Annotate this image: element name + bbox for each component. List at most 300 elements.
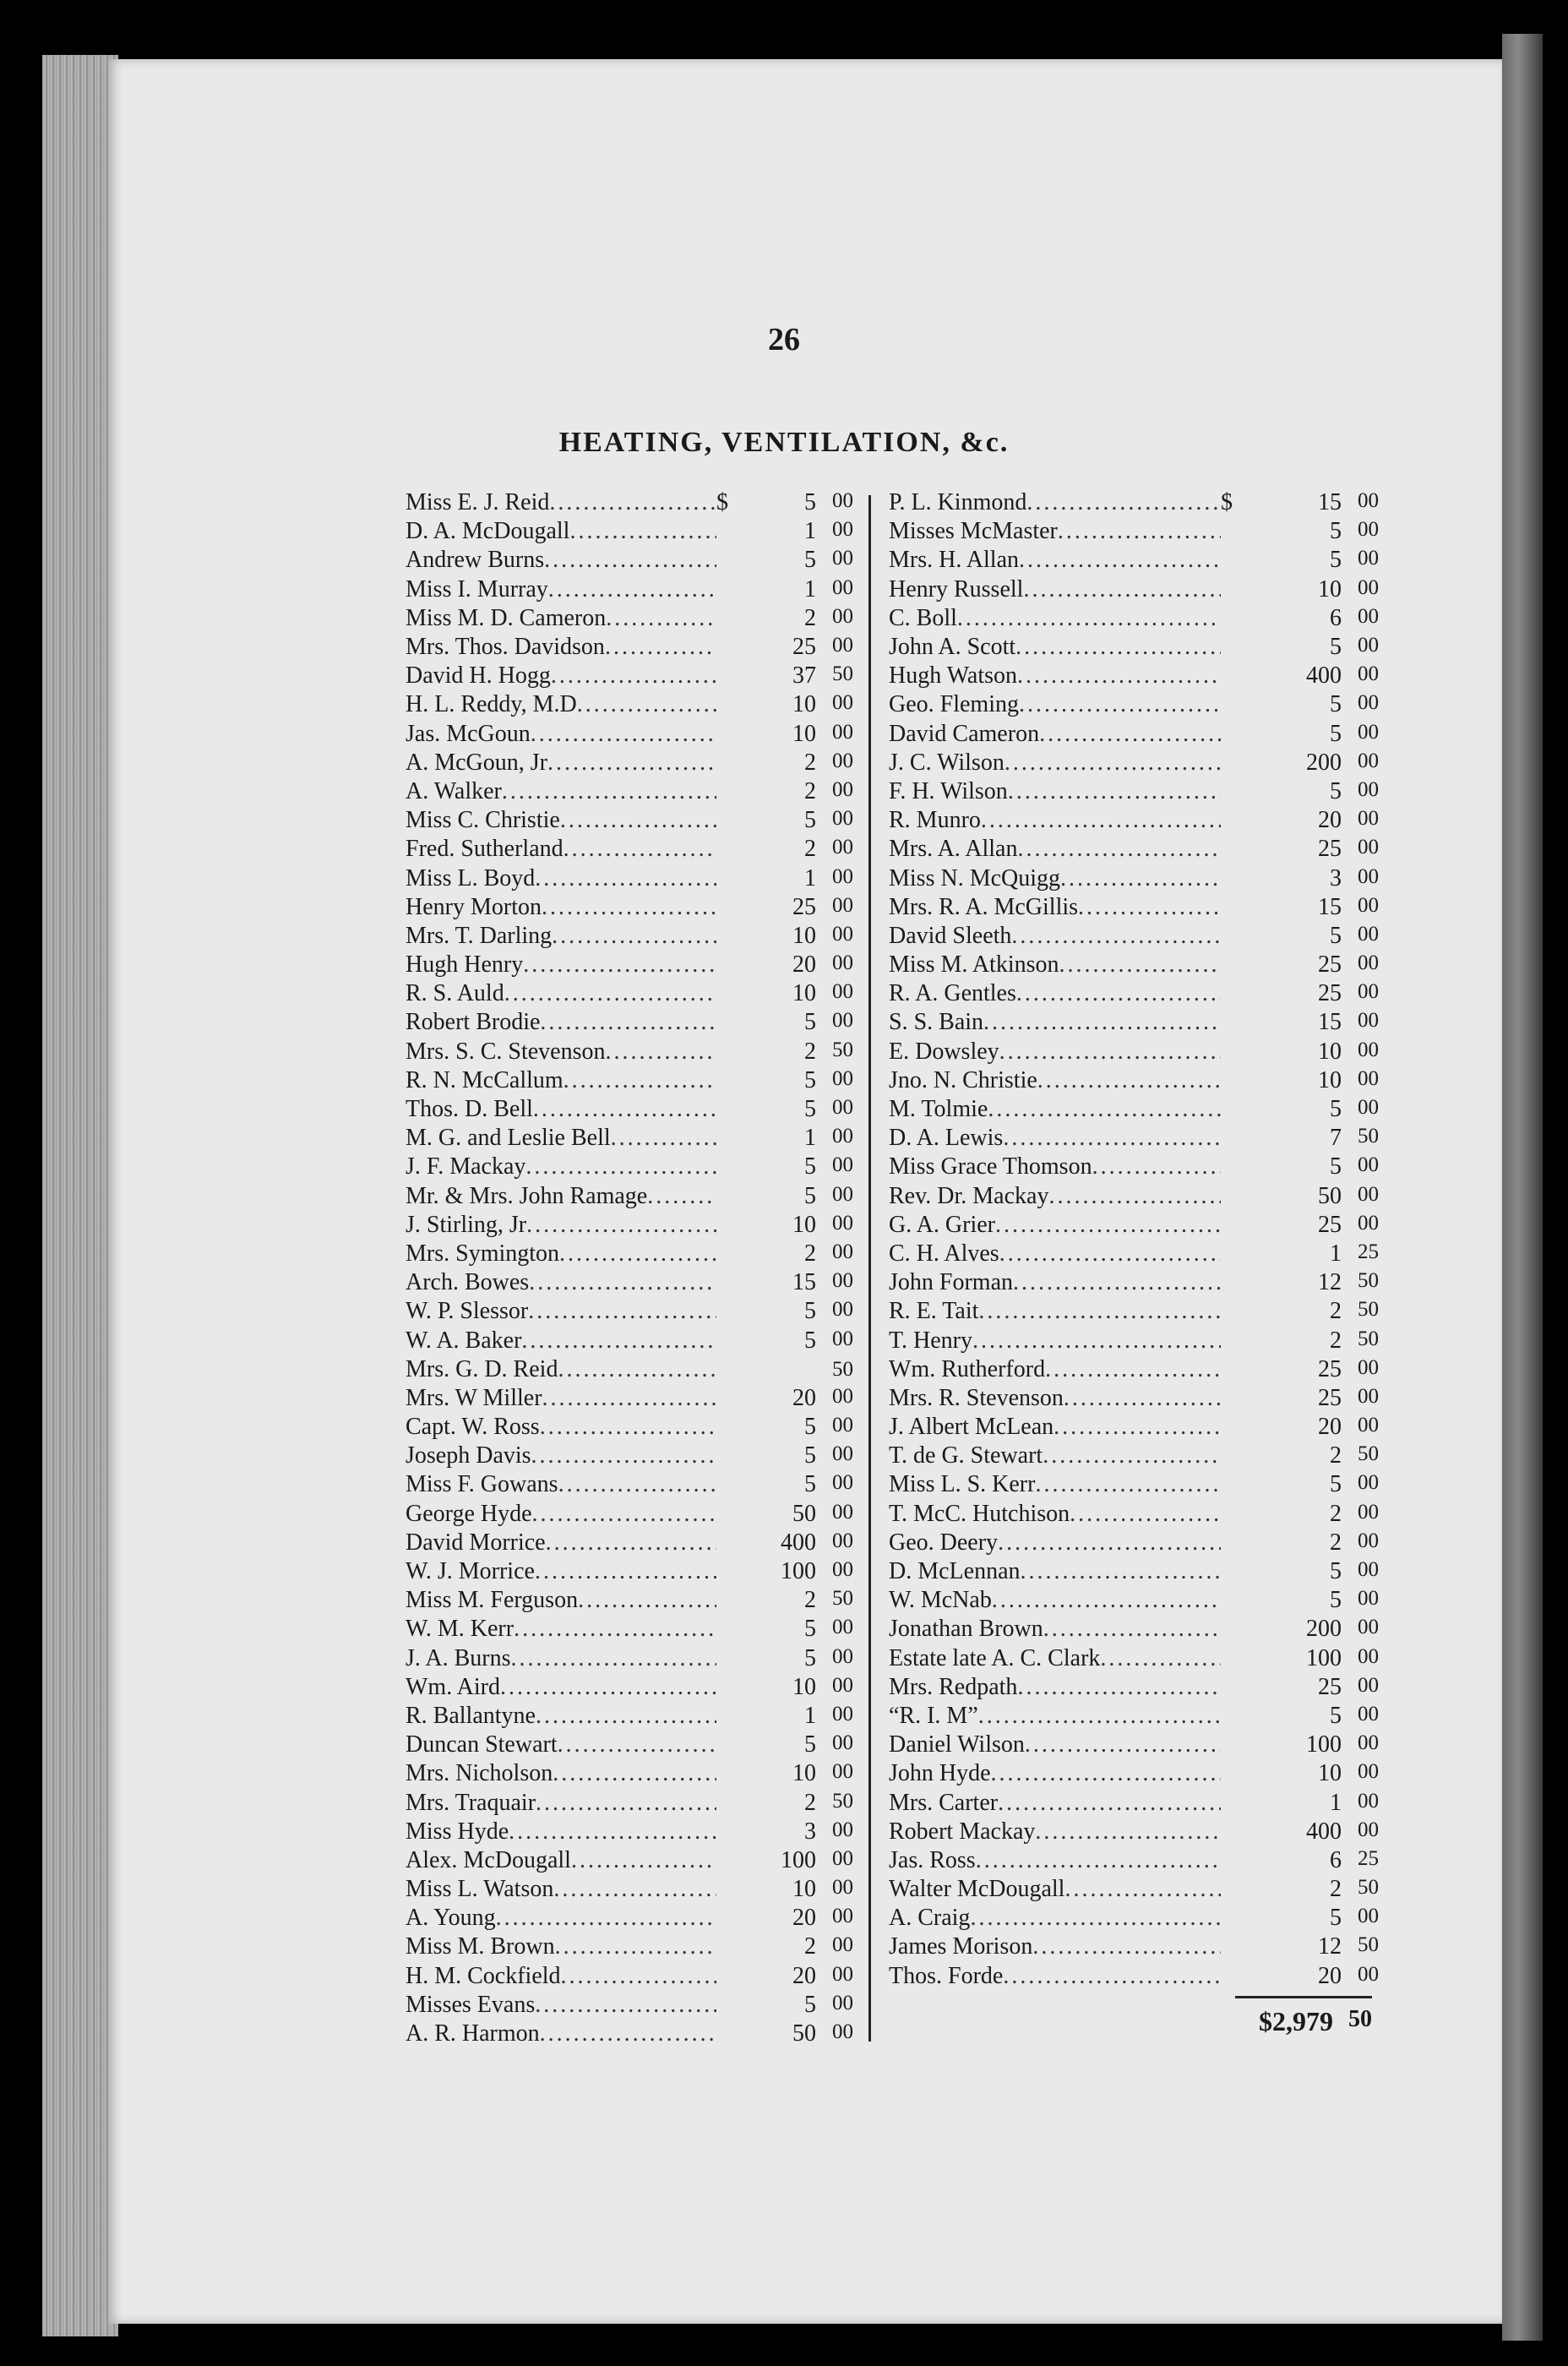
amount-dollars: 2 bbox=[1330, 1500, 1342, 1527]
subscriber-name: Miss Grace Thomson bbox=[889, 1153, 1092, 1180]
amount-cents: 00 bbox=[1358, 1414, 1379, 1437]
amount-dollars: 5 bbox=[1330, 1471, 1342, 1498]
amount-dollars: 5 bbox=[1330, 518, 1342, 545]
dot-leader bbox=[999, 1039, 1221, 1066]
subscriber-name: Walter McDougall bbox=[889, 1876, 1065, 1903]
amount-dollars: 50 bbox=[792, 2020, 816, 2047]
subscriber-name: Robert Mackay bbox=[889, 1818, 1036, 1845]
list-item bbox=[406, 1991, 853, 2020]
amount-cents: 00 bbox=[832, 1096, 853, 1120]
amount-dollars: 5 bbox=[804, 1096, 816, 1123]
subscriber-name: W. McNab bbox=[889, 1587, 992, 1614]
list-item bbox=[406, 777, 853, 806]
dot-leader bbox=[1021, 1558, 1221, 1585]
dot-leader bbox=[540, 1414, 716, 1441]
amount-dollars: 2 bbox=[804, 836, 816, 863]
amount-cents: 00 bbox=[832, 1962, 853, 1986]
subscriber-name: Mr. & Mrs. John Ramage bbox=[406, 1182, 648, 1209]
entry-name-cell bbox=[889, 1818, 1221, 1845]
amount bbox=[735, 1096, 853, 1123]
amount-cents: 00 bbox=[832, 1066, 853, 1090]
list-item bbox=[406, 1846, 853, 1875]
subscriber-name: Andrew Burns bbox=[406, 547, 545, 574]
list-item bbox=[406, 1038, 853, 1066]
dot-leader bbox=[510, 1645, 716, 1672]
amount-dollars: 10 bbox=[1318, 575, 1342, 602]
amount bbox=[1239, 980, 1379, 1007]
subscriber-name: A. R. Harmon bbox=[406, 2020, 540, 2047]
amount-dollars: 400 bbox=[1306, 662, 1342, 690]
dot-leader bbox=[504, 980, 716, 1007]
amount bbox=[735, 1269, 853, 1296]
amount-cents: 00 bbox=[832, 1933, 853, 1957]
subscriber-name: Miss C. Christie bbox=[406, 807, 560, 834]
amount-cents: 00 bbox=[1358, 489, 1379, 513]
amount-dollars: 5 bbox=[804, 1471, 816, 1498]
entry-name-cell bbox=[406, 923, 716, 950]
dot-leader bbox=[1035, 1818, 1221, 1845]
subscriber-name: David Morrice bbox=[406, 1529, 546, 1556]
subscriber-name: A. McGoun, Jr bbox=[406, 749, 547, 776]
amount bbox=[1239, 1269, 1379, 1296]
left-subscriber-list bbox=[406, 488, 853, 2048]
entry-name-cell bbox=[889, 1587, 1221, 1614]
entry-name-cell bbox=[406, 1067, 716, 1094]
amount-cents: 00 bbox=[1358, 1731, 1379, 1755]
subscriber-name: Henry Russell bbox=[889, 575, 1024, 602]
dot-leader bbox=[578, 1587, 716, 1614]
entry-name-cell bbox=[889, 923, 1221, 950]
dot-leader bbox=[1023, 576, 1221, 603]
amount bbox=[735, 1442, 853, 1469]
subscriber-name: Mrs. Symington bbox=[406, 1240, 560, 1267]
list-item bbox=[406, 1124, 853, 1153]
amount bbox=[735, 1645, 853, 1672]
list-item bbox=[406, 1297, 853, 1326]
amount-dollars: 20 bbox=[792, 951, 816, 979]
dot-leader bbox=[542, 1385, 716, 1412]
amount bbox=[735, 1240, 853, 1268]
dot-leader bbox=[514, 1616, 716, 1643]
amount-cents: 00 bbox=[832, 1269, 853, 1293]
amount-cents: 00 bbox=[832, 922, 853, 946]
entry-name-cell bbox=[889, 980, 1221, 1007]
subscriber-name: Miss L. Boyd bbox=[406, 864, 536, 891]
amount-cents: 00 bbox=[1358, 662, 1379, 686]
dot-leader bbox=[1060, 865, 1221, 892]
list-item bbox=[889, 1586, 1379, 1615]
amount bbox=[1239, 1298, 1379, 1325]
column-divider bbox=[868, 495, 871, 2042]
amount-dollars: 5 bbox=[1330, 1587, 1342, 1614]
entry-name-cell bbox=[406, 1933, 716, 1960]
amount bbox=[735, 721, 853, 748]
amount-cents: 00 bbox=[832, 1731, 853, 1755]
dot-leader bbox=[605, 634, 716, 661]
subscriber-name: Miss F. Gowans bbox=[406, 1471, 558, 1498]
amount-dollars: 1 bbox=[1330, 1789, 1342, 1816]
subscriber-name: George Hyde bbox=[406, 1500, 532, 1527]
amount-dollars: 6 bbox=[1330, 604, 1342, 631]
amount-dollars: 2 bbox=[804, 1587, 816, 1614]
list-item bbox=[406, 1153, 853, 1181]
dot-leader bbox=[553, 1876, 716, 1903]
amount-dollars: 1 bbox=[804, 518, 816, 545]
amount-dollars: 200 bbox=[1306, 749, 1342, 776]
amount bbox=[1239, 1731, 1379, 1758]
subscriber-name: Jas. Ross bbox=[889, 1846, 976, 1873]
dot-leader bbox=[1045, 1356, 1221, 1383]
dot-leader bbox=[542, 894, 716, 921]
subscriber-name: R. N. McCallum bbox=[406, 1066, 564, 1093]
amount-cents: 00 bbox=[832, 604, 853, 628]
list-item bbox=[406, 1904, 853, 1933]
subscriber-name: H. M. Cockfield bbox=[406, 1962, 561, 1989]
subscriber-name: Miss L. S. Kerr bbox=[889, 1471, 1036, 1498]
entry-name-cell bbox=[889, 894, 1221, 921]
amount bbox=[1239, 778, 1379, 805]
entry-name-cell bbox=[406, 634, 716, 661]
entry-name-cell bbox=[889, 1039, 1221, 1066]
amount-cents: 00 bbox=[1358, 1066, 1379, 1090]
dot-leader bbox=[1037, 1067, 1221, 1094]
amount bbox=[735, 1905, 853, 1932]
subscriber-name: Mrs. Nicholson bbox=[406, 1760, 553, 1787]
amount bbox=[735, 518, 853, 545]
amount-dollars: 2 bbox=[804, 777, 816, 804]
amount-cents: 50 bbox=[1358, 1125, 1379, 1148]
amount bbox=[1239, 547, 1379, 574]
entry-name-cell bbox=[406, 1240, 716, 1268]
amount bbox=[1239, 1356, 1379, 1383]
list-item bbox=[889, 1962, 1379, 1991]
amount-cents: 00 bbox=[832, 749, 853, 772]
amount-cents: 00 bbox=[832, 720, 853, 744]
amount bbox=[1239, 865, 1379, 892]
amount-cents: 00 bbox=[832, 1876, 853, 1900]
subscriber-name: Mrs. Carter bbox=[889, 1789, 999, 1816]
amount-dollars: 2 bbox=[804, 1038, 816, 1065]
amount-cents: 00 bbox=[832, 634, 853, 657]
list-item bbox=[889, 1413, 1379, 1442]
amount-cents: 00 bbox=[832, 1240, 853, 1263]
list-item bbox=[889, 1008, 1379, 1037]
amount-dollars: 5 bbox=[804, 1066, 816, 1093]
list-item bbox=[406, 1355, 853, 1384]
entry-name-cell bbox=[889, 1847, 1221, 1874]
amount-dollars: 2 bbox=[804, 1789, 816, 1816]
amount bbox=[735, 1992, 853, 2019]
amount-dollars: 2 bbox=[804, 1240, 816, 1267]
dot-leader bbox=[1058, 518, 1221, 545]
dot-leader bbox=[647, 1183, 716, 1210]
amount-dollars: 5 bbox=[1330, 1153, 1342, 1180]
dot-leader bbox=[533, 1096, 716, 1123]
list-item bbox=[889, 1904, 1379, 1933]
dot-leader bbox=[1015, 634, 1221, 661]
subscriber-name: Miss M. D. Cameron bbox=[406, 604, 607, 631]
amount bbox=[735, 1039, 853, 1066]
subscriber-name: “R. I. M” bbox=[889, 1702, 978, 1729]
amount bbox=[1239, 1847, 1379, 1874]
list-item bbox=[406, 546, 853, 575]
dot-leader bbox=[547, 750, 716, 777]
list-item bbox=[406, 1413, 853, 1442]
amount-dollars: 2 bbox=[804, 749, 816, 776]
amount-dollars: 20 bbox=[1318, 807, 1342, 834]
list-item bbox=[406, 893, 853, 922]
entry-name-cell bbox=[889, 1442, 1221, 1469]
amount bbox=[735, 1009, 853, 1036]
list-item bbox=[889, 893, 1379, 922]
amount-cents: 00 bbox=[832, 1442, 853, 1466]
entry-name-cell bbox=[406, 1731, 716, 1758]
amount bbox=[735, 951, 853, 979]
entry-name-cell bbox=[406, 1471, 716, 1498]
list-item bbox=[406, 1384, 853, 1413]
dot-leader bbox=[983, 1009, 1221, 1036]
list-item bbox=[889, 835, 1379, 864]
list-item bbox=[889, 1095, 1379, 1124]
amount bbox=[1239, 836, 1379, 863]
amount bbox=[1239, 1529, 1379, 1556]
entry-name-cell bbox=[889, 1212, 1221, 1239]
amount-cents: 00 bbox=[832, 1818, 853, 1841]
list-item bbox=[406, 1933, 853, 1961]
subscriber-name: Mrs. A. Allan bbox=[889, 836, 1018, 863]
entry-name-cell bbox=[406, 721, 716, 748]
list-item bbox=[889, 546, 1379, 575]
amount-cents: 00 bbox=[1358, 1471, 1379, 1495]
amount bbox=[1239, 894, 1379, 921]
list-item bbox=[406, 1529, 853, 1557]
subscriber-name: C. H. Alves bbox=[889, 1240, 999, 1267]
subscriber-name: S. S. Bain bbox=[889, 1009, 984, 1036]
list-item bbox=[406, 1759, 853, 1788]
entry-name-cell bbox=[406, 1703, 716, 1730]
amount bbox=[735, 1183, 853, 1210]
entry-name-cell bbox=[406, 750, 716, 777]
amount bbox=[735, 1847, 853, 1874]
entry-name-cell bbox=[889, 1183, 1221, 1210]
amount-dollars: 5 bbox=[804, 1009, 816, 1036]
entry-name-cell bbox=[406, 547, 716, 574]
subscriber-name: J. C. Wilson bbox=[889, 749, 1004, 776]
dot-leader bbox=[560, 807, 716, 834]
amount bbox=[1239, 1240, 1379, 1268]
dot-leader bbox=[972, 1327, 1221, 1355]
entry-name-cell bbox=[889, 576, 1221, 603]
page-edges bbox=[42, 55, 118, 2336]
list-item bbox=[889, 1731, 1379, 1759]
amount-cents: 00 bbox=[1358, 1153, 1379, 1177]
subscriber-name: A. Young bbox=[406, 1905, 496, 1932]
amount bbox=[735, 980, 853, 1007]
list-item bbox=[889, 1875, 1379, 1904]
list-item bbox=[889, 1038, 1379, 1066]
amount-cents: 00 bbox=[832, 1471, 853, 1495]
amount bbox=[1239, 1818, 1379, 1845]
amount-dollars: 5 bbox=[1330, 691, 1342, 718]
amount-cents: 00 bbox=[1358, 807, 1379, 831]
amount bbox=[1239, 1212, 1379, 1239]
entry-name-cell bbox=[889, 1963, 1221, 1990]
entry-name-cell bbox=[889, 1009, 1221, 1036]
list-item bbox=[889, 1846, 1379, 1875]
dot-leader bbox=[535, 865, 716, 892]
amount bbox=[1239, 1963, 1379, 1990]
amount-dollars: 25 bbox=[1318, 1355, 1342, 1382]
subscriber-name: H. L. Reddy, M.D bbox=[406, 691, 577, 718]
subscriber-name: Wm. Rutherford bbox=[889, 1355, 1046, 1382]
dot-leader bbox=[1048, 1183, 1221, 1210]
amount-dollars: 10 bbox=[792, 1211, 816, 1238]
amount-cents: 50 bbox=[1358, 1298, 1379, 1322]
amount bbox=[735, 1358, 853, 1382]
amount-dollars: 2 bbox=[1330, 1327, 1342, 1354]
amount bbox=[1239, 721, 1379, 748]
amount-cents: 00 bbox=[832, 1616, 853, 1639]
list-item bbox=[889, 633, 1379, 662]
entry-name-cell bbox=[889, 1240, 1221, 1268]
amount-cents: 00 bbox=[1358, 1038, 1379, 1061]
list-item bbox=[406, 806, 853, 835]
subscriber-name: Miss M. Brown bbox=[406, 1933, 555, 1960]
dot-leader bbox=[577, 691, 716, 718]
dollar-sign: $ bbox=[716, 489, 728, 516]
entry-name-cell bbox=[889, 1674, 1221, 1701]
list-item bbox=[406, 1962, 853, 1991]
amount-cents: 00 bbox=[1358, 1587, 1379, 1611]
amount-cents: 00 bbox=[1358, 1096, 1379, 1120]
amount-dollars: 3 bbox=[1330, 864, 1342, 891]
amount bbox=[1239, 1009, 1379, 1036]
amount bbox=[735, 1616, 853, 1643]
amount-dollars: 400 bbox=[1306, 1818, 1342, 1845]
amount-cents: 00 bbox=[832, 1702, 853, 1725]
amount-cents: 00 bbox=[832, 1298, 853, 1322]
list-item bbox=[889, 1355, 1379, 1384]
amount-dollars: 7 bbox=[1330, 1125, 1342, 1152]
list-item bbox=[406, 1731, 853, 1759]
amount-cents: 00 bbox=[1358, 575, 1379, 599]
dot-leader bbox=[555, 1933, 716, 1960]
dot-leader bbox=[536, 1703, 716, 1730]
entry-name-cell bbox=[406, 1096, 716, 1123]
list-item bbox=[889, 1673, 1379, 1702]
dot-leader bbox=[502, 778, 716, 805]
amount-cents: 50 bbox=[1358, 1269, 1379, 1293]
dot-leader bbox=[561, 1963, 716, 1990]
entry-name-cell bbox=[889, 1731, 1221, 1758]
amount-cents: 00 bbox=[832, 547, 853, 570]
amount-cents: 00 bbox=[832, 807, 853, 831]
amount-dollars: 25 bbox=[1318, 951, 1342, 979]
amount bbox=[1239, 1067, 1379, 1094]
amount bbox=[735, 1067, 853, 1094]
subscriber-name: Mrs. Thos. Davidson bbox=[406, 634, 605, 661]
amount-cents: 50 bbox=[832, 1357, 853, 1381]
dot-leader bbox=[1092, 1153, 1221, 1180]
entry-name-cell bbox=[889, 1529, 1221, 1556]
amount-dollars: 15 bbox=[1318, 489, 1342, 516]
amount-dollars: 400 bbox=[781, 1529, 816, 1556]
list-item bbox=[889, 604, 1379, 633]
entry-name-cell bbox=[406, 1327, 716, 1355]
subscriber-name: M. Tolmie bbox=[889, 1096, 988, 1123]
subscriber-name: Mrs. T. Darling bbox=[406, 922, 553, 949]
amount bbox=[1239, 1442, 1379, 1469]
dot-leader bbox=[1019, 691, 1221, 718]
amount-dollars: 25 bbox=[1318, 1211, 1342, 1238]
subscriber-name: Miss N. McQuigg bbox=[889, 864, 1061, 891]
amount bbox=[735, 605, 853, 632]
amount bbox=[735, 489, 853, 516]
subscriber-name: R. A. Gentles bbox=[889, 980, 1016, 1007]
subscriber-name: Mrs. Traquair bbox=[406, 1789, 536, 1816]
entry-name-cell bbox=[889, 1096, 1221, 1123]
dot-leader bbox=[995, 1212, 1221, 1239]
entry-name-cell bbox=[406, 662, 716, 690]
entry-name-cell bbox=[889, 662, 1221, 690]
amount-cents: 00 bbox=[832, 1153, 853, 1177]
list-item bbox=[889, 1326, 1379, 1355]
subscriber-name: Robert Brodie bbox=[406, 1009, 541, 1036]
list-item bbox=[889, 1240, 1379, 1268]
entry-name-cell bbox=[406, 1414, 716, 1441]
amount-cents: 00 bbox=[1358, 547, 1379, 570]
amount bbox=[1239, 1096, 1379, 1123]
amount-dollars: 5 bbox=[1330, 547, 1342, 574]
amount bbox=[735, 1587, 853, 1614]
amount bbox=[1239, 1327, 1379, 1355]
amount bbox=[735, 691, 853, 718]
amount-dollars: 10 bbox=[792, 980, 816, 1007]
list-item bbox=[406, 1442, 853, 1470]
subscriber-name: Geo. Deery bbox=[889, 1529, 999, 1556]
dot-leader bbox=[1003, 1963, 1221, 1990]
subscriber-name: T. Henry bbox=[889, 1327, 972, 1354]
amount-cents: 00 bbox=[1358, 518, 1379, 542]
dot-leader bbox=[1043, 1442, 1221, 1469]
amount-cents: 00 bbox=[832, 1644, 853, 1668]
amount-cents: 00 bbox=[1358, 1644, 1379, 1668]
entry-name-cell bbox=[406, 1356, 716, 1383]
amount-dollars: 25 bbox=[792, 634, 816, 661]
amount-cents: 50 bbox=[832, 662, 853, 686]
dot-leader bbox=[1017, 836, 1221, 863]
list-item bbox=[406, 1818, 853, 1846]
entry-name-cell bbox=[889, 1905, 1221, 1932]
entry-name-cell bbox=[889, 1269, 1221, 1296]
list-item bbox=[406, 1557, 853, 1586]
amount-cents: 50 bbox=[1358, 1876, 1379, 1900]
amount-dollars: 50 bbox=[1318, 1182, 1342, 1209]
subscriber-name: Jonathan Brown bbox=[889, 1616, 1043, 1643]
entry-name-cell bbox=[889, 1414, 1221, 1441]
dot-leader bbox=[552, 923, 716, 950]
amount-dollars: 200 bbox=[1306, 1616, 1342, 1643]
amount-cents: 00 bbox=[1358, 980, 1379, 1004]
amount-dollars: 1 bbox=[1330, 1240, 1342, 1267]
amount bbox=[735, 1153, 853, 1180]
amount bbox=[735, 1501, 853, 1528]
amount-dollars: 12 bbox=[1318, 1933, 1342, 1960]
dot-leader bbox=[1011, 923, 1221, 950]
entry-name-cell bbox=[406, 1905, 716, 1932]
subscriber-name: Estate late A. C. Clark bbox=[889, 1644, 1101, 1671]
amount bbox=[735, 1876, 853, 1903]
